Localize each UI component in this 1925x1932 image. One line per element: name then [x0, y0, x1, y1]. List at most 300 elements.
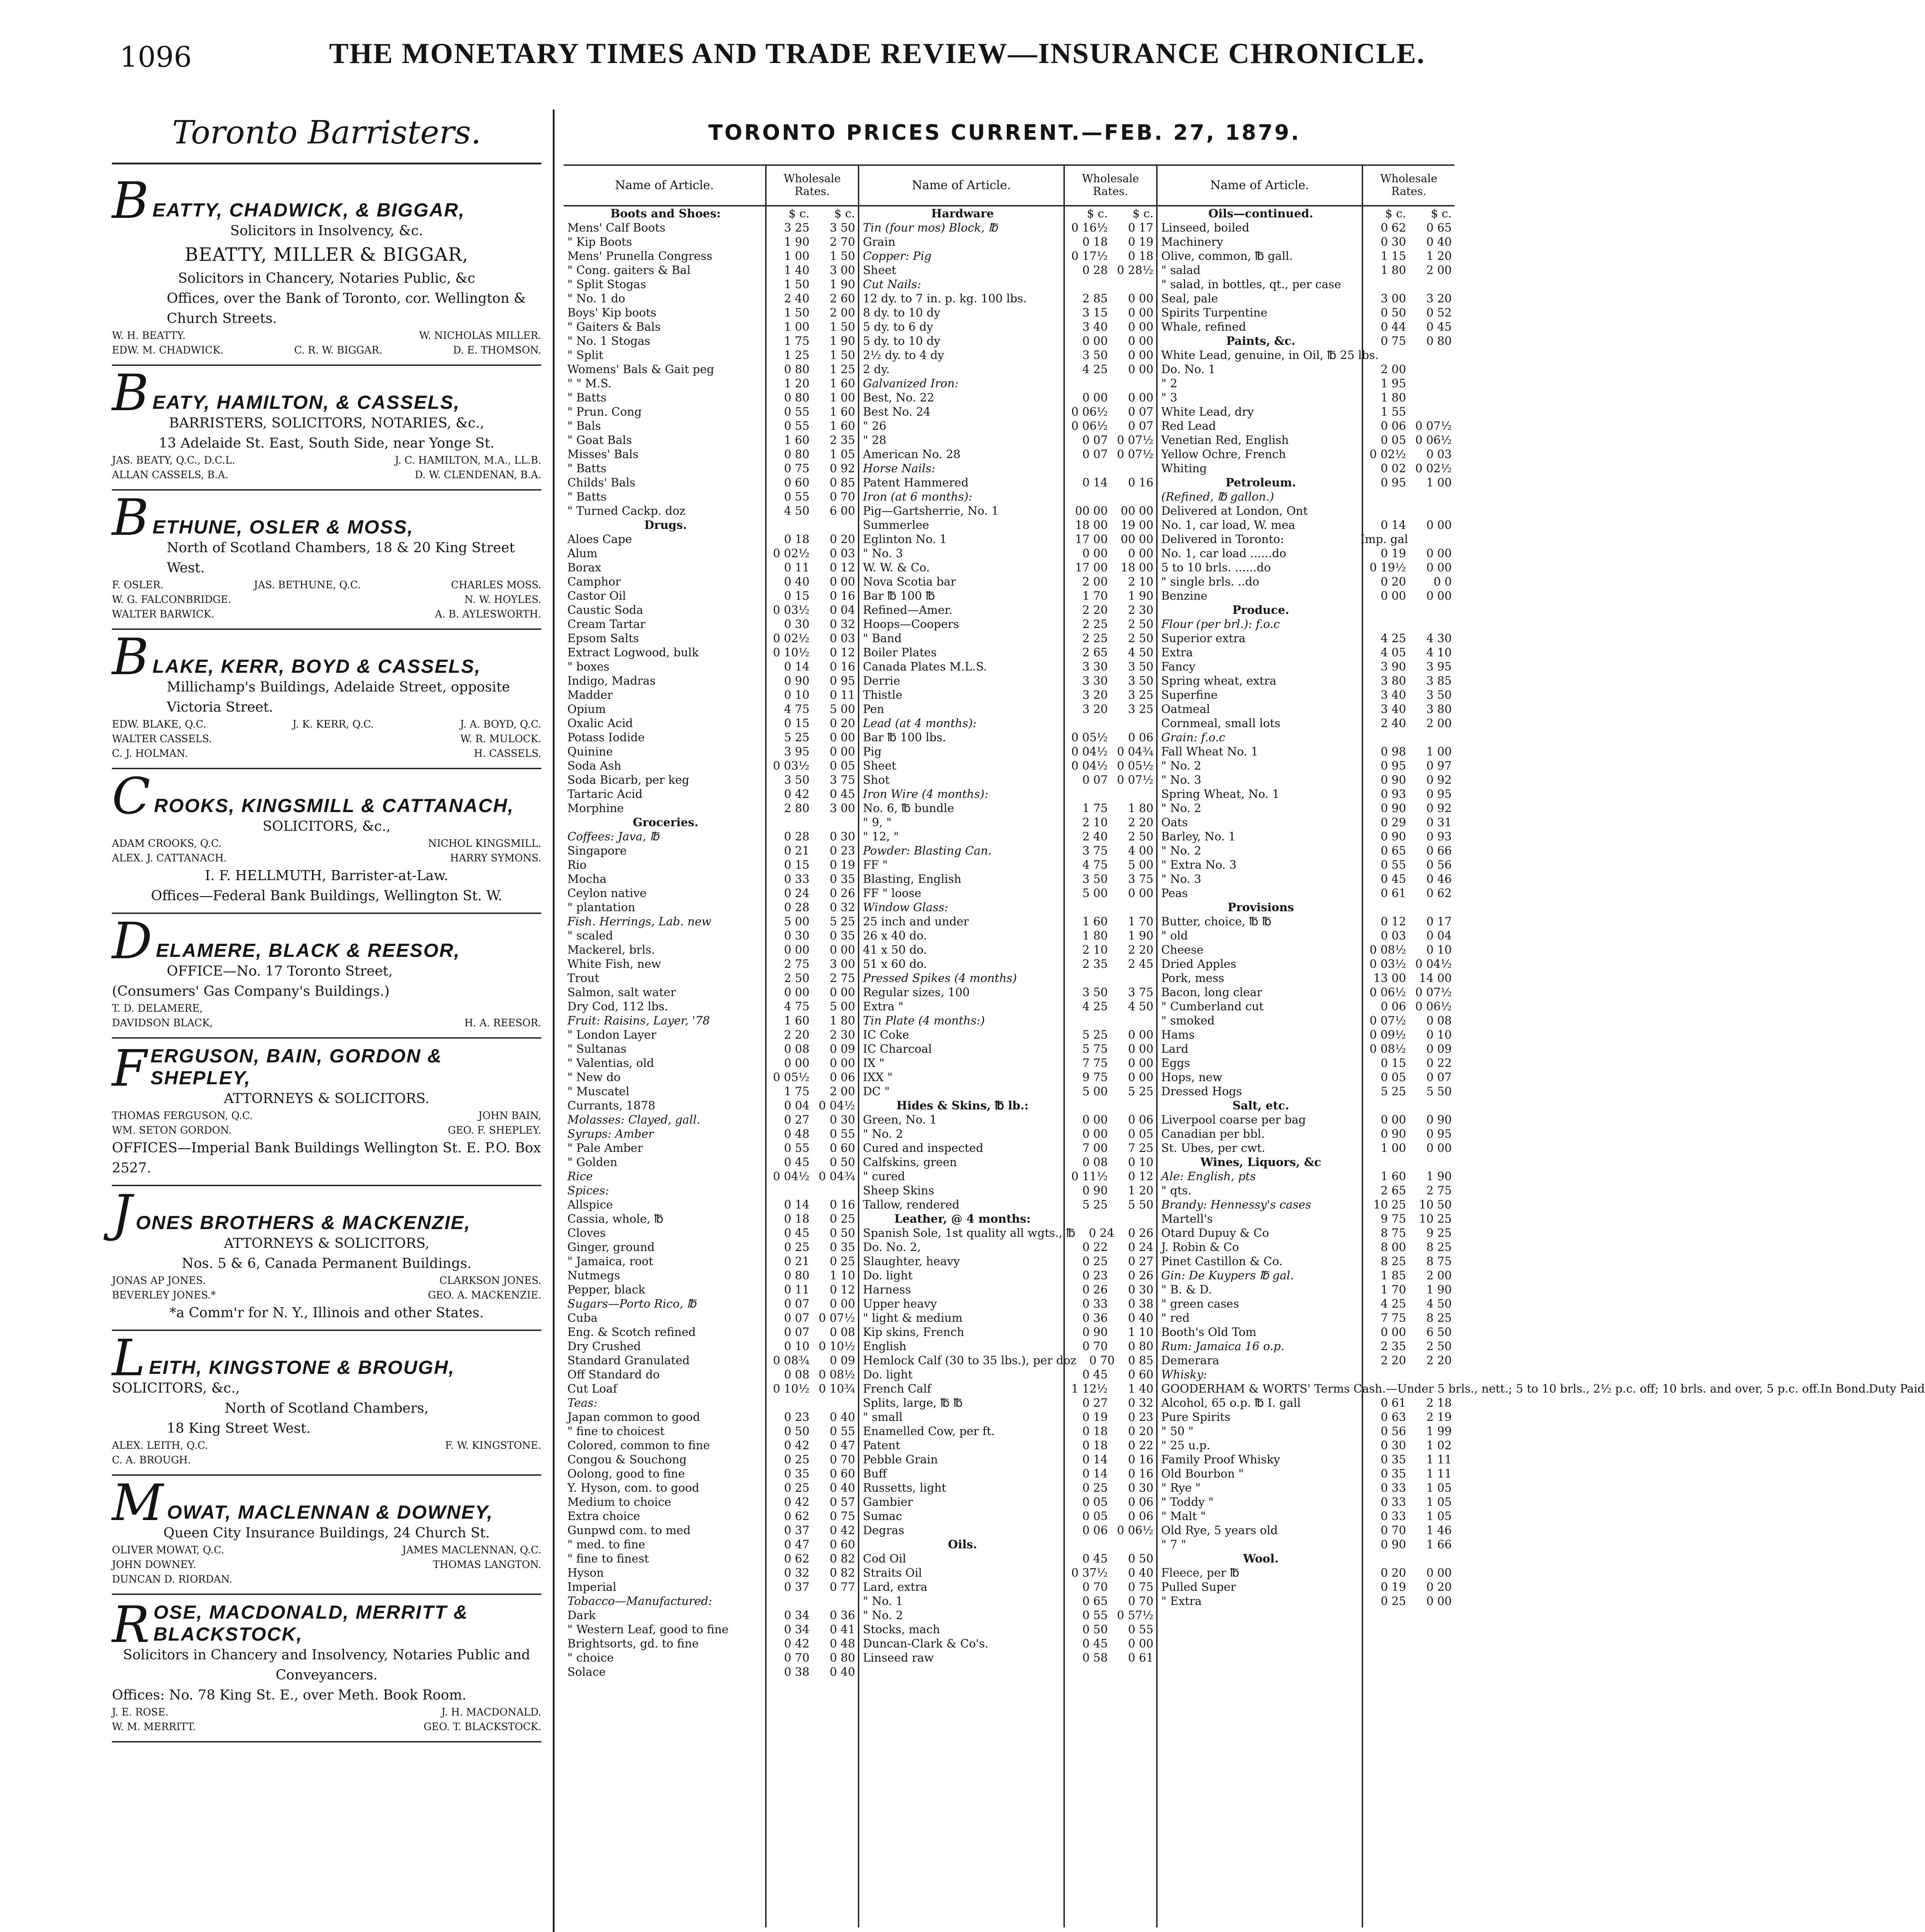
rate-high [1111, 490, 1156, 504]
price-row [564, 1113, 858, 1127]
price-row [564, 575, 858, 589]
rate-high: 8 75 [1426, 1255, 1452, 1268]
rate-low: 0 05 [1380, 1071, 1406, 1084]
rate-high: 0 80 [830, 1651, 855, 1664]
rate-high: 0 07½ [1117, 773, 1153, 787]
article-name: " med. to fine [567, 1538, 645, 1551]
article-name: Old Rye, 5 years old [1161, 1524, 1278, 1537]
price-row [564, 943, 858, 957]
price-row [859, 631, 1156, 645]
rate-low: 0 00 [1082, 547, 1108, 560]
article-name: " qts. [1161, 1184, 1192, 1197]
rate-divider [1063, 206, 1065, 1927]
rate-high [1409, 1098, 1454, 1113]
partner-names [112, 329, 541, 343]
article-name: Cornmeal, small lots [1161, 717, 1280, 730]
rate-low: 1 75 [1082, 802, 1108, 815]
price-row [1158, 1537, 1454, 1552]
price-row [1158, 235, 1454, 249]
article-name: No. 1, car load, W. mea [1161, 518, 1296, 532]
rate-high: 1 00 [830, 391, 855, 404]
article-name: " Batts [567, 391, 607, 404]
partner-name: DUNCAN D. RIORDAN. [112, 1574, 233, 1585]
article-name: " No. 1 do [567, 292, 625, 305]
rate-low: 3 00 [1380, 292, 1406, 305]
price-row [859, 589, 1156, 603]
rate-low: 0 18 [1082, 235, 1108, 248]
price-row [859, 1240, 1156, 1254]
rate-low: 9 75 [1082, 1071, 1108, 1084]
rate-high: 0 10¾ [819, 1382, 855, 1395]
price-row [859, 914, 1156, 929]
article-name: " Rye " [1161, 1481, 1201, 1494]
price-row [859, 1056, 1156, 1070]
article-name: Refined—Amer. [863, 603, 952, 617]
article-name: " 7 " [1161, 1538, 1186, 1551]
rate-high: 0 04¾ [819, 1170, 855, 1183]
price-row [1158, 1410, 1454, 1424]
partner-names [112, 468, 541, 483]
rate-high: 2 60 [830, 292, 855, 305]
rate-low: 8 25 [1380, 1255, 1406, 1268]
article-name: Hemlock Calf (30 to 35 lbs.), per doz [863, 1354, 1077, 1367]
price-row [564, 858, 858, 872]
price-row [859, 376, 1156, 391]
rate-high: 0 18 [1128, 249, 1153, 263]
article-name: White Lead, dry [1161, 405, 1254, 418]
rate-low [764, 1183, 812, 1198]
price-row [1158, 759, 1454, 773]
article-name: " B. & D. [1161, 1283, 1212, 1296]
partner-name: WALTER BARWICK. [112, 609, 215, 620]
rate-low: 2 35 [1380, 1340, 1406, 1353]
rate-low [1360, 1155, 1409, 1169]
rate-high [812, 815, 858, 829]
rate-high: 1 25 [830, 363, 855, 376]
rate-low: 3 25 [784, 221, 809, 234]
page-number: 1096 [120, 40, 192, 74]
rate-high: 0 10½ [819, 1340, 855, 1353]
partner-name: C. J. HOLMAN. [112, 748, 188, 760]
article-name: " Kip Boots [567, 235, 632, 248]
rate-low: 0 35 [1380, 1467, 1406, 1480]
rate-low [1360, 1367, 1409, 1382]
article-name: " small [863, 1410, 903, 1424]
rate-low: 0 03½ [773, 759, 809, 772]
rate-high: 0 06 [1128, 1113, 1153, 1126]
article-name: Fleece, per ℔ [1161, 1566, 1239, 1579]
article-name: Summerlee [863, 518, 929, 532]
partner-names [112, 454, 541, 468]
article-name: " Western Leaf, good to fine [567, 1623, 729, 1636]
rate-low: 0 80 [784, 363, 809, 376]
rate-high: $ c. [1431, 207, 1452, 220]
partner-name: THOMAS LANGTON. [433, 1559, 541, 1571]
rate-high: 0 10 [1426, 1028, 1452, 1041]
rate-low: 3 40 [1082, 320, 1108, 333]
rate-high: 0 00 [1128, 1028, 1153, 1041]
rate-low: 0 03½ [773, 603, 809, 617]
price-row [1158, 504, 1454, 518]
article-name: " Gaiters & Bals [567, 320, 661, 333]
price-row [1158, 461, 1454, 475]
price-row [564, 1014, 858, 1028]
rate-low: 0 90 [784, 674, 809, 687]
price-row [1158, 660, 1454, 674]
rate-low: 0 90 [1380, 1127, 1406, 1140]
rate-low: 0 55 [784, 490, 809, 503]
partner-name: J. C. HAMILTON, M.A., LL.B. [395, 455, 541, 466]
rate-high: 0 82 [830, 1552, 855, 1565]
rate-low: 0 00 [1082, 334, 1108, 348]
rate-high: 8 25 [1426, 1240, 1452, 1254]
rate-high: 3 00 [830, 957, 855, 971]
rate-low: 3 50 [1082, 986, 1108, 999]
article-name: Spring wheat, extra [1161, 674, 1277, 687]
rate-high [1111, 787, 1156, 801]
rate-high: 3 00 [830, 802, 855, 815]
price-row [564, 1183, 858, 1198]
rate-high: 0 07½ [1415, 986, 1452, 999]
rate-high: 1 50 [830, 348, 855, 362]
rate-high: 0 19 [1128, 235, 1153, 248]
rate-low: 2 85 [1082, 292, 1108, 305]
article-name: Liverpool coarse per bag [1161, 1113, 1306, 1126]
rate-low: 0 06 [1082, 1524, 1108, 1537]
price-row [859, 277, 1156, 291]
rate-low: 0 25 [784, 1481, 809, 1494]
rate-high: 0 16 [830, 1198, 855, 1211]
price-row [1158, 1056, 1454, 1070]
price-row [564, 560, 858, 575]
rate-low: 0 55 [1082, 1609, 1108, 1622]
article-name: Canadian per bbl. [1161, 1127, 1265, 1140]
rate-high: 5 00 [1128, 858, 1153, 871]
price-row [859, 1254, 1156, 1268]
rate-low: 0 90 [1082, 1184, 1108, 1197]
article-name: " No. 3 [863, 547, 903, 560]
rate-low [1062, 900, 1111, 914]
price-row [859, 1495, 1156, 1509]
partner-names [112, 607, 541, 622]
rate-low: 0 00 [1082, 391, 1108, 404]
rate-low [1360, 603, 1409, 617]
price-row [564, 1509, 858, 1523]
rate-high: 2 50 [1128, 632, 1153, 645]
partner-name: D. E. THOMSON. [453, 345, 541, 356]
price-row [859, 957, 1156, 971]
price-row [564, 376, 858, 391]
article-name: Dried Apples [1161, 957, 1237, 971]
rate-low [1379, 348, 1417, 362]
article-name: Booth's Old Tom [1161, 1325, 1257, 1339]
rate-high: 10 50 [1419, 1198, 1452, 1211]
rate-high: 0 00 [1426, 1141, 1452, 1155]
price-row [859, 490, 1156, 504]
firm-line: SOLICITORS, &c., [112, 1380, 240, 1396]
article-name: Tallow, rendered [863, 1198, 960, 1211]
firm-initial: F [112, 1039, 148, 1098]
article-name: Opium [567, 702, 606, 716]
price-row [1158, 886, 1454, 900]
firm-line: OFFICES—Imperial Bank Buildings Wellington St. E. P.O. Box 2527. [112, 1140, 541, 1176]
firm-line: Offices, over the Bank of Toronto, cor. Wellington & Church Streets. [167, 290, 526, 327]
article-name: Gambier [863, 1495, 913, 1509]
price-row [859, 206, 1156, 221]
rate-low: 0 05 [1380, 433, 1406, 447]
rate-low: 0 11 [784, 561, 809, 574]
price-row [564, 1566, 858, 1580]
rate-high: 0 00 [1128, 1042, 1153, 1056]
partner-name: WM. SETON GORDON. [112, 1125, 232, 1136]
partner-name: GEO. T. BLACKSTOCK. [423, 1721, 541, 1733]
rate-high: 0 32 [830, 618, 855, 631]
rate-high: 3 50 [1128, 674, 1153, 687]
price-row [564, 475, 858, 490]
article-name: Green, No. 1 [863, 1113, 937, 1126]
firm-line: BARRISTERS, SOLICITORS, NOTARIES, &c., [169, 415, 485, 431]
rate-low: 2 40 [1380, 717, 1406, 730]
rate-high: 2 70 [830, 235, 855, 248]
rate-high: 0 80 [1128, 1340, 1153, 1353]
price-row [564, 1537, 858, 1552]
article-name: " Band [863, 632, 902, 645]
firm-card [112, 171, 541, 366]
price-row [564, 1268, 858, 1283]
rate-low: 0 08 [784, 1368, 809, 1381]
rate-high [812, 1396, 858, 1410]
firm-initial: B [112, 628, 150, 686]
article-name: Seal, pale [1161, 292, 1218, 305]
rate-low: 0 21 [784, 844, 809, 857]
rate-low: 0 27 [1082, 1396, 1108, 1409]
rate-low [1062, 1014, 1111, 1028]
firm-initial: R [112, 1595, 151, 1654]
rate-high: 0 40 [830, 1665, 855, 1679]
price-row [1158, 490, 1454, 504]
article-name: " No. 2 [863, 1127, 903, 1140]
article-name: Fancy [1161, 660, 1195, 673]
price-row [859, 929, 1156, 943]
rate-high: 0 70 [830, 490, 855, 503]
rate-low: 0 04½ [1071, 759, 1108, 772]
rate-high: 1 05 [1426, 1481, 1452, 1494]
rate-low: 0 10 [784, 688, 809, 702]
article-name: Ale: English, pts [1161, 1170, 1256, 1183]
article-name: Wool. [1243, 1552, 1279, 1565]
rate-low [1062, 376, 1111, 391]
rate-low: 3 75 [1082, 844, 1108, 857]
article-name: " No. 2 [1161, 802, 1201, 815]
price-row [1158, 1467, 1454, 1481]
price-row [859, 858, 1156, 872]
rate-low: 0 06½ [1071, 405, 1108, 418]
price-row [859, 999, 1156, 1014]
price-row [1158, 1127, 1454, 1141]
rate-high: 0 20 [1426, 1580, 1452, 1594]
rate-low: 0 09½ [1370, 1028, 1406, 1041]
price-row [859, 1382, 1156, 1396]
article-name: Bar ℔ 100 lbs. [863, 731, 947, 744]
article-name: St. Ubes, per cwt. [1161, 1141, 1265, 1155]
rate-divider [765, 206, 767, 1927]
rate-high: 0 00 [1128, 391, 1153, 404]
price-row [859, 1467, 1156, 1481]
rate-high: 0 50 [830, 1156, 855, 1169]
rate-low: 5 75 [1082, 1042, 1108, 1056]
price-row [564, 929, 858, 943]
article-name: Y. Hyson, com. to good [567, 1481, 699, 1494]
rate-high [1111, 1537, 1156, 1552]
rate-high: 0 85 [1128, 1354, 1153, 1367]
article-name: Venetian Red, English [1161, 433, 1289, 447]
rate-high: 5 00 [830, 702, 855, 716]
price-row [1158, 801, 1454, 815]
rate-high [1417, 348, 1454, 362]
price-row [564, 1297, 858, 1311]
rate-high: 1 05 [1426, 1495, 1452, 1509]
rate-high: 0 22 [1128, 1439, 1153, 1452]
article-name: " boxes [567, 660, 610, 673]
article-name: Dark [567, 1609, 596, 1622]
rate-high [1111, 461, 1156, 475]
rate-low: 0 10½ [773, 646, 809, 659]
rate-low: 0 08¾ [773, 1354, 809, 1367]
rate-high: 0 32 [1128, 1396, 1153, 1409]
article-name: No. 1, car load ......do [1161, 547, 1286, 560]
rate-high [812, 1594, 858, 1608]
rate-low: 0 14 [1380, 518, 1406, 532]
rate-low: 1 25 [784, 348, 809, 362]
article-name: Pepper, black [567, 1283, 645, 1296]
rate-high: 0 24 [1128, 1240, 1153, 1254]
rate-low: 2 35 [1082, 957, 1108, 971]
article-name: Superior extra [1161, 632, 1246, 645]
firm-line: Offices—Federal Bank Buildings, Wellington St. W. [151, 888, 502, 904]
rate-low: In Bond. [1820, 1382, 1870, 1395]
price-row [564, 221, 858, 235]
prices-current [553, 110, 1925, 1932]
article-name: Calfskins, green [863, 1156, 957, 1169]
rate-high: 0 26 [830, 887, 855, 900]
article-name: Copper: Pig [863, 249, 932, 263]
rate-low: 2 25 [1082, 618, 1108, 631]
partner-name: BEVERLEY JONES.* [112, 1290, 216, 1301]
rate-high: 0 07½ [1415, 419, 1452, 433]
article-name: " Toddy " [1161, 1495, 1214, 1509]
firm-card [112, 1331, 541, 1476]
price-row [859, 504, 1156, 518]
firm-name [112, 1184, 541, 1242]
firm-name-text: EATY, HAMILTON, & CASSELS, [152, 391, 460, 413]
rate-low: 4 25 [1380, 1297, 1406, 1310]
rate-high: Duty Paid [1868, 1382, 1925, 1395]
price-row [1158, 1028, 1454, 1042]
partner-name: EDW. BLAKE, Q.C. [112, 719, 206, 730]
rate-low: 0 15 [784, 858, 809, 871]
rate-low: 0 07 [1082, 773, 1108, 787]
rate-high: 4 50 [1128, 646, 1153, 659]
rate-low: 0 25 [1082, 1255, 1108, 1268]
price-row [1158, 603, 1454, 617]
article-name: Oils. [948, 1538, 977, 1551]
rate-low: 0 45 [1082, 1637, 1108, 1650]
rate-low: 0 19 [1380, 547, 1406, 560]
rate-high: 0 50 [1128, 1552, 1153, 1565]
article-name: Dry Crushed [567, 1340, 641, 1353]
rate-high: 0 00 [1426, 1594, 1452, 1608]
price-row [564, 617, 858, 631]
price-row [564, 1283, 858, 1297]
rate-low: 0 25 [1082, 1481, 1108, 1494]
article-name: Sheep Skins [863, 1184, 934, 1197]
rate-low: 0 23 [784, 1410, 809, 1424]
rate-high: 2 00 [1426, 264, 1452, 277]
article-name: Gin: De Kuypers ℔ gal. [1161, 1269, 1294, 1282]
rate-high: 3 50 [1426, 688, 1452, 702]
rate-high: 1 80 [830, 1014, 855, 1027]
price-row [564, 1240, 858, 1254]
rate-high: 0 07½ [819, 1311, 855, 1325]
price-row [1158, 645, 1454, 660]
rate-high: 0 17 [1128, 221, 1153, 234]
article-name: Tin (four mos) Block, ℔ [863, 221, 998, 234]
rate-high: 0 95 [1426, 787, 1452, 801]
firm-line: North of Scotland Chambers, 18 & 20 King Street West. [167, 540, 515, 576]
price-row [564, 716, 858, 730]
rate-high: 0 16 [830, 660, 855, 673]
rate-high: 0 00 [1128, 320, 1153, 333]
rate-high: 0 60 [1128, 1368, 1153, 1381]
price-row [564, 348, 858, 362]
article-name: " 2 [1161, 377, 1178, 390]
rate-low: 1 00 [784, 249, 809, 263]
firm-list [112, 171, 541, 1742]
price-row [1158, 1382, 1925, 1396]
header-article: Name of Article. [859, 166, 1065, 205]
article-name: Nova Scotia bar [863, 575, 956, 588]
rate-low: 0 33 [1380, 1481, 1406, 1494]
rate-low: 0 18 [1082, 1439, 1108, 1452]
partner-name: THOMAS FERGUSON, Q.C. [112, 1110, 253, 1122]
rate-high: $ c. [1132, 207, 1153, 220]
rate-high [1409, 1552, 1454, 1566]
price-row [1158, 929, 1454, 943]
rate-high: 0 09 [1426, 1042, 1452, 1056]
price-row [859, 235, 1156, 249]
rate-low: 0 62 [784, 1510, 809, 1523]
rate-high: 3 85 [1426, 674, 1452, 687]
rate-high: 0 00 [830, 731, 855, 744]
rate-high: 2 30 [1128, 603, 1153, 617]
rate-low: 4 75 [784, 702, 809, 716]
price-row [1158, 405, 1454, 419]
rate-high: 0 04½ [1415, 957, 1452, 971]
rate-low: 1 75 [784, 1085, 809, 1098]
partner-names [112, 1720, 541, 1735]
rate-high: 0 03 [830, 632, 855, 645]
firm-name [112, 767, 541, 825]
rate-low: 0 25 [1380, 1594, 1406, 1608]
article-name: Do. light [863, 1269, 913, 1282]
price-row [859, 306, 1156, 320]
header-rates: Wholesale Rates. [783, 172, 841, 198]
price-row [564, 405, 858, 419]
price-row [1158, 334, 1454, 348]
rate-high: 2 10 [1128, 575, 1153, 588]
rate-low: 10 25 [1373, 1198, 1406, 1211]
rate-low: 5 00 [784, 915, 809, 928]
